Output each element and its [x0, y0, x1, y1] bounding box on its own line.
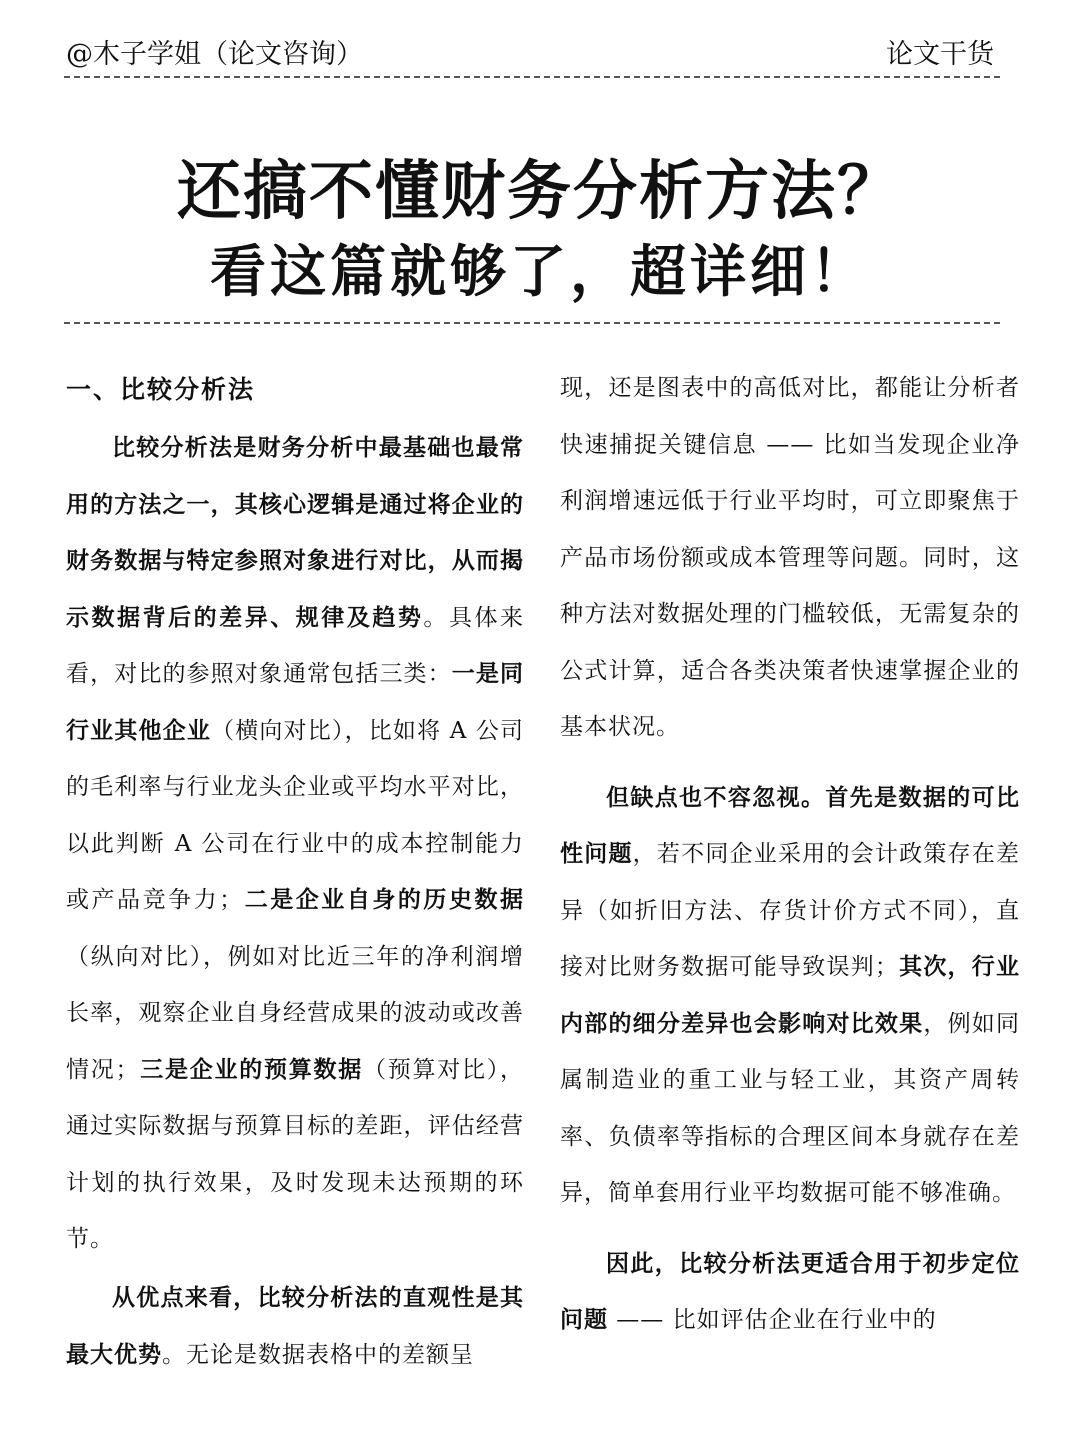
page-subtitle: 看这篇就够了，超详细！	[210, 240, 870, 305]
body-text: 。具体来看，对比的参照对象通常包括三类：	[66, 604, 525, 687]
bold-text: 从优点来看，比较分析法的直观性是其最大优势	[66, 1284, 524, 1368]
bold-text: 二是企业自身的历史数据	[243, 886, 525, 913]
body-text: ，例如同属制造业的重工业与轻工业，其资产周转率、负债率等指标的合理区间本身就存在差异，简单套用行业平均数据可能不够准确。	[560, 1010, 1021, 1206]
body-text: （预算对比），通过实际数据与预算目标的差距，评估经营计划的执行效果，及时发现未达预期的环节。	[66, 1056, 524, 1252]
bold-text: 比较分析法是财务分析中最基础也最常用的方法之一，其核心逻辑是通过将企业的财务数据与特定参照对象进行对比，从而揭示数据背后的差异、规律及趋势	[66, 434, 524, 631]
paragraph-2	[66, 1270, 524, 1383]
paragraph-4	[560, 1236, 1020, 1349]
body-text: （纵向对比），例如对比近三年的净利润增长率，观察企业自身经营成果的波动或改善情况；	[66, 943, 524, 1083]
paragraph-2-continued	[560, 360, 1020, 1349]
paragraph-2-start	[66, 1270, 524, 1383]
author-handle: @木子学姐（论文咨询）	[66, 38, 363, 70]
body-text: 。无论是数据表格中的差额呈	[162, 1341, 474, 1368]
bold-text: 但缺点也不容忽视。首先是数据的可比性问题	[560, 783, 1020, 867]
page-title: 还搞不懂财务分析方法？	[177, 155, 903, 229]
article-column-left	[66, 360, 524, 1268]
bold-text: 三是企业的预算数据	[139, 1055, 363, 1083]
body-text: —— 比如评估企业在行业中的	[608, 1307, 937, 1333]
paragraph-1	[66, 420, 524, 1268]
body-text: 现，还是图表中的高低对比，都能让分析者快速捕捉关键信息 —— 比如当发现企业净利润增速远低于行业平均时，可立即聚焦于产品市场份额或成本管理等问题。同时，这种方法对数据处理的门槛较低，无需复杂的公式计算，适合各类决策者快速掌握企业的基本状况。	[560, 375, 1020, 740]
bold-text: 其次，行业内部的细分差异也会影响对比效果	[560, 953, 1021, 1037]
title-divider	[64, 322, 1000, 324]
paragraph-3	[560, 770, 1020, 1222]
body-text: （横向对比），比如将 A 公司的毛利率与行业龙头企业或平均水平对比，以此判断 A 公司在行业中的成本控制能力或产品竞争力；	[66, 717, 524, 913]
paragraph-2-rest	[560, 360, 1020, 756]
body-text: ，若不同企业采用的会计政策存在差异（如折旧方法、存货计价方式不同），直接对比财务数据可能导致误判；	[560, 841, 1021, 980]
bold-text: 一是同行业其他企业	[66, 660, 525, 744]
header-divider	[64, 76, 1000, 78]
page-header	[66, 28, 994, 74]
category-tag: 论文干货	[886, 38, 994, 70]
section-heading: 一、比较分析法	[66, 375, 256, 404]
bold-text: 因此，比较分析法更适合用于初步定位问题	[560, 1249, 1020, 1333]
